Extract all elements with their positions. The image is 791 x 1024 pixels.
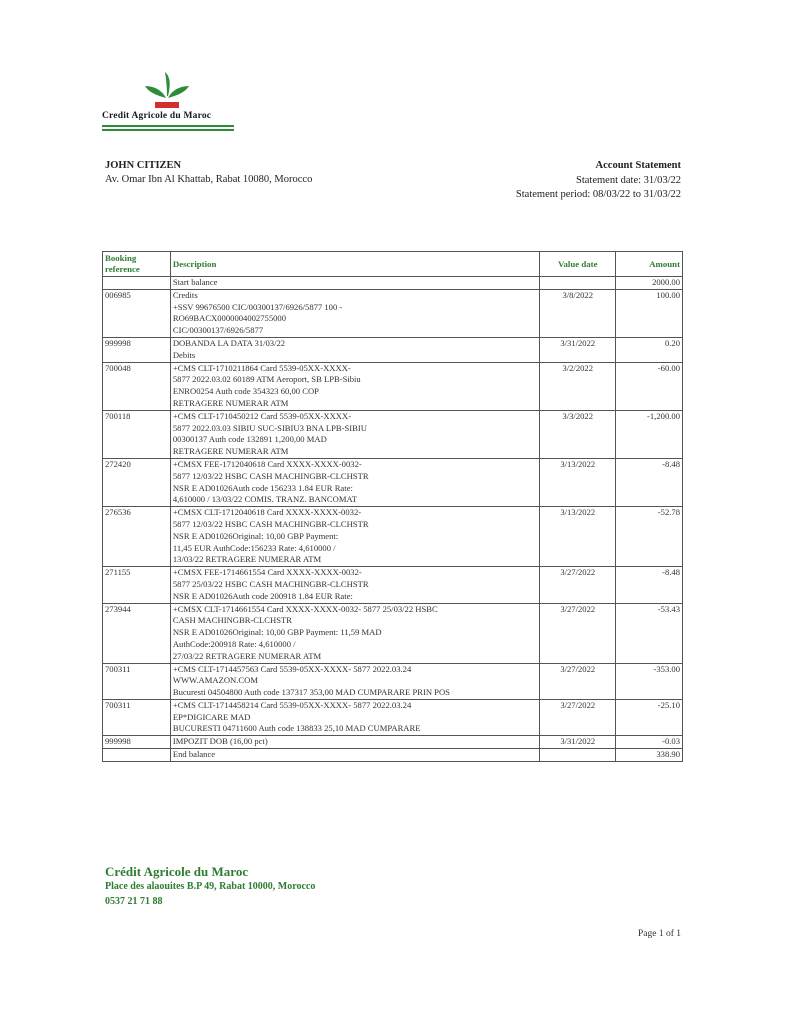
row-description-line: ENRO0254 Auth code 354323 60,00 COP [172, 386, 319, 397]
row-amount: -0.03 [616, 736, 683, 749]
row-ref: 273944 [103, 603, 171, 663]
row-description [170, 289, 540, 337]
row-amount: -353.00 [616, 663, 683, 699]
row-description-line: 11,45 EUR AuthCode:156233 Rate: 4,610000 / [172, 542, 336, 553]
row-description-line: NSR E AD01026Original: 10,00 GBP Payment: 11,59 MAD [172, 627, 382, 638]
row-description-line: EP*DIGICARE MAD [172, 711, 251, 722]
logo-rule [102, 129, 234, 131]
row-description-line: +CMS CLT-1714457563 Card 5539-05XX-XXXX- 5877 2022.03.24 [172, 663, 412, 674]
row-description-line: 5877 2022.03.02 60189 ATM Aeroport, SB LPB-Sibiu [172, 374, 361, 385]
table-row [103, 507, 683, 567]
row-description-line: RETRAGERE NUMERAR ATM [172, 397, 289, 408]
bank-logo [102, 68, 234, 132]
row-value-date: 3/27/2022 [540, 663, 616, 699]
row-description-line: +CMS CLT-1710211864 Card 5539-05XX-XXXX- [172, 362, 351, 373]
leaf-logo-icon [142, 68, 192, 110]
row-description-line: 5877 12/03/22 HSBC CASH MACHINGBR-CLCHSTR [172, 518, 369, 529]
row-value-date: 3/31/2022 [540, 337, 616, 362]
row-value-date: 3/13/2022 [540, 507, 616, 567]
row-ref: 700311 [103, 699, 171, 735]
statement-period: Statement period: 08/03/22 to 31/03/22 [515, 189, 681, 200]
row-ref: 700311 [103, 663, 171, 699]
row-description-line: 13/03/22 RETRAGERE NUMERAR ATM [172, 554, 322, 565]
row-description-line: CIC/00300137/6926/5877 [172, 325, 264, 336]
row-description-line: 00300137 Auth code 132891 1,200,00 MAD [172, 434, 327, 445]
logo-rule [102, 125, 234, 127]
table-row [103, 749, 683, 762]
row-description-line: End balance [172, 749, 216, 760]
row-description [170, 736, 540, 749]
row-ref: 999998 [103, 337, 171, 362]
table-row [103, 362, 683, 410]
table-row [103, 289, 683, 337]
row-amount: -25.10 [616, 699, 683, 735]
row-description [170, 567, 540, 603]
row-value-date: 3/8/2022 [540, 289, 616, 337]
row-value-date: 3/27/2022 [540, 603, 616, 663]
row-description-line: NSR E AD01026Auth code 156233 1.84 EUR Rate: [172, 482, 353, 493]
row-amount: 338.90 [616, 749, 683, 762]
table-header-row [103, 252, 683, 277]
row-value-date [540, 277, 616, 290]
table-row [103, 603, 683, 663]
row-description [170, 337, 540, 362]
row-value-date: 3/3/2022 [540, 410, 616, 458]
row-description-line: AuthCode:200918 Rate: 4,610000 / [172, 638, 296, 649]
row-description-line: RO69BACX0000004002755000 [172, 313, 287, 324]
row-description-line: Start balance [172, 277, 218, 287]
footer-bank-name: Crédit Agricole du Maroc [105, 864, 249, 879]
row-ref: 272420 [103, 458, 171, 506]
client-name: JOHN CITIZEN [105, 160, 182, 171]
row-description-line: 5877 2022.03.03 SIBIU SUC-SIBIU3 BNA LPB-SIBIU [172, 422, 367, 433]
row-description-line: Credits [172, 289, 198, 300]
row-description-line: +CMSX FEE-1712040618 Card XXXX-XXXX-0032- [172, 458, 362, 469]
row-value-date: 3/13/2022 [540, 458, 616, 506]
row-description-line: +SSV 99676500 CIC/00300137/6926/5877 100 - [172, 301, 343, 312]
row-ref: 006985 [103, 289, 171, 337]
row-description-line: 4,610000 / 13/03/22 COMIS. TRANZ. BANCOMAT [172, 494, 357, 505]
row-value-date [540, 749, 616, 762]
row-description [170, 603, 540, 663]
row-description-line: RETRAGERE NUMERAR ATM [172, 446, 289, 457]
row-amount: -60.00 [616, 362, 683, 410]
row-description-line: 27/03/22 RETRAGERE NUMERAR ATM [172, 650, 322, 661]
row-description [170, 749, 540, 762]
row-description-line: IMPOZIT DOB (16,00 pct) [172, 736, 268, 747]
table-row [103, 277, 683, 290]
transactions-body [103, 277, 683, 762]
header-booking-reference: Booking reference [103, 252, 171, 277]
row-description-line: +CMSX FEE-1714661554 Card XXXX-XXXX-0032- [172, 567, 362, 578]
table-row [103, 567, 683, 603]
statement-date: Statement date: 31/03/22 [576, 174, 681, 186]
table-row [103, 337, 683, 362]
page-number: Page 1 of 1 [637, 929, 681, 939]
row-description [170, 277, 540, 290]
table-row [103, 458, 683, 506]
transactions-table [102, 251, 683, 762]
row-ref: 700118 [103, 410, 171, 458]
row-description-line: BUCURESTI 04711600 Auth code 138833 25,10 MAD CUMPARARE [172, 723, 421, 734]
row-description-line: +CMSX CLT-1712040618 Card XXXX-XXXX-0032- [172, 507, 362, 518]
row-amount: 2000.00 [616, 277, 683, 290]
row-description [170, 699, 540, 735]
bank-logo-text: Credit Agricole du Maroc [102, 111, 212, 121]
row-description-line: WWW.AMAZON.COM [172, 675, 258, 686]
row-description-line: +CMSX CLT-1714661554 Card XXXX-XXXX-0032- 5877 25/03/22 HSBC [172, 603, 438, 614]
row-amount: 0.20 [616, 337, 683, 362]
row-description [170, 410, 540, 458]
header-amount: Amount [616, 252, 683, 277]
row-description-line: CASH MACHINGBR-CLCHSTR [172, 615, 292, 626]
statement-title: Account Statement [595, 160, 681, 171]
row-description [170, 458, 540, 506]
footer [105, 864, 315, 909]
row-description [170, 507, 540, 567]
row-description-line: DOBANDA LA DATA 31/03/22 [172, 337, 286, 348]
header-value-date: Value date [540, 252, 616, 277]
row-amount: 100.00 [616, 289, 683, 337]
row-value-date: 3/31/2022 [540, 736, 616, 749]
client-block [105, 159, 312, 187]
table-row [103, 699, 683, 735]
row-ref: 999998 [103, 736, 171, 749]
row-description-line: NSR E AD01026Auth code 200918 1.84 EUR Rate: [172, 590, 353, 601]
row-description-line: NSR E AD01026Original: 10,00 GBP Payment: [172, 530, 339, 541]
client-address: Av. Omar Ibn Al Khattab, Rabat 10080, Morocco [105, 174, 313, 185]
table-row [103, 663, 683, 699]
table-row [103, 410, 683, 458]
table-row [103, 736, 683, 749]
row-description-line: Debits [172, 349, 196, 360]
row-amount: -53.43 [616, 603, 683, 663]
header-description: Description [170, 252, 540, 277]
row-description-line: Bucuresti 04504800 Auth code 137317 353,00 MAD CUMPARARE PRIN POS [172, 687, 450, 698]
row-amount: -8.48 [616, 567, 683, 603]
row-value-date: 3/27/2022 [540, 699, 616, 735]
row-value-date: 3/27/2022 [540, 567, 616, 603]
row-amount: -1,200.00 [616, 410, 683, 458]
row-ref: 700048 [103, 362, 171, 410]
row-description-line: +CMS CLT-1714458214 Card 5539-05XX-XXXX- 5877 2022.03.24 [172, 699, 412, 710]
row-description-line: 5877 12/03/22 HSBC CASH MACHINGBR-CLCHSTR [172, 470, 369, 481]
row-description-line: +CMS CLT-1710450212 Card 5539-05XX-XXXX- [172, 410, 352, 421]
row-value-date: 3/2/2022 [540, 362, 616, 410]
statement-info [516, 159, 681, 203]
row-ref: 276536 [103, 507, 171, 567]
row-ref [103, 277, 171, 290]
footer-phone: 0537 21 71 88 [105, 895, 163, 907]
row-ref: 271155 [103, 567, 171, 603]
row-description [170, 362, 540, 410]
footer-address: Place des alaouites B.P 49, Rabat 10000, Morocco [105, 881, 316, 892]
row-amount: -8.48 [616, 458, 683, 506]
row-amount: -52.78 [616, 507, 683, 567]
row-description-line: 5877 25/03/22 HSBC CASH MACHINGBR-CLCHSTR [172, 578, 369, 589]
row-ref [103, 749, 171, 762]
row-description [170, 663, 540, 699]
